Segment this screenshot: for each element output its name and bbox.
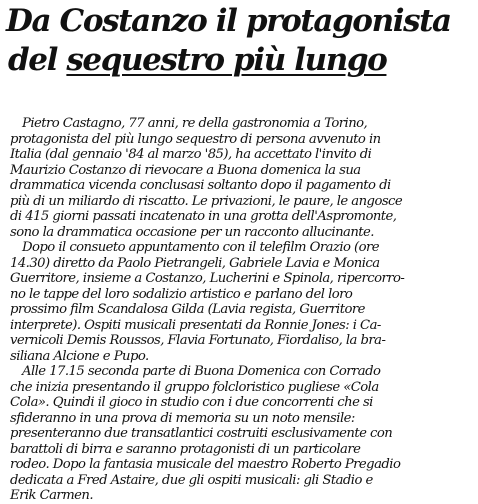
article-body	[10, 116, 472, 504]
text-line: interprete). Ospiti musicali presentati da Ronnie Jones: i Ca-	[10, 317, 381, 333]
text-line: Guerritore, insieme a Costanzo, Lucherini e Spinola, ripercorro-	[10, 271, 405, 286]
paragraph-2	[10, 240, 472, 364]
text-line: sono la drammatica occasione per un racconto allucinante.	[10, 224, 374, 240]
text-line: vernicoli Demis Roussos, Flavia Fortunato, Fiordaliso, la bra-	[10, 333, 386, 348]
text-line: Maurizio Costanzo di rievocare a Buona domenica la sua	[10, 162, 361, 178]
headline-line-1: Da Costanzo il protagonista	[6, 3, 451, 39]
text-line: Dopo il consueto appuntamento con il telefilm Orazio (ore	[22, 240, 380, 255]
text-line: 14.30) diretto da Paolo Pietrangeli, Gabriele Lavia e Monica	[10, 255, 380, 271]
text-line: Cola». Quindi il gioco in studio con i due concorrenti che si	[10, 395, 373, 410]
text-line: Erik Carmen.	[10, 488, 93, 503]
text-line: più di un miliardo di riscatto. Le privazioni, le paure, le angosce	[10, 193, 403, 209]
headline-line-2-underlined: sequestro più lungo	[66, 42, 387, 78]
text-line: barattoli di birra e saranno protagonisti di un particolare	[10, 441, 361, 457]
headline-line-2-prefix: del	[8, 42, 67, 78]
text-line: protagonista del più lungo sequestro di persona avvenuto in	[10, 131, 381, 147]
text-line: rodeo. Dopo la fantasia musicale del maestro Roberto Pregadio	[10, 457, 401, 472]
text-line: presenteranno due transatlantici costruiti esclusivamente con	[10, 426, 393, 441]
text-line: Alle 17.15 seconda parte di Buona Domenica con Corrado	[22, 364, 381, 379]
text-line: no le tappe del loro sodalizio artistico e parlano del loro	[10, 286, 353, 302]
text-line: di 415 giorni passati incatenato in una grotta dell'Aspromonte,	[10, 209, 397, 224]
paragraph-3	[10, 364, 472, 504]
text-line: prossimo film Scandalosa Gilda (Lavia regista, Guerritore	[10, 302, 365, 317]
article-headline	[6, 2, 472, 80]
text-line: sfideranno in una prova di memoria su un noto mensile:	[10, 410, 355, 426]
text-line: che inizia presentando il gruppo folcloristico pugliese «Cola	[10, 379, 379, 395]
text-line: drammatica vicenda conclusasi soltanto dopo il pagamento di	[10, 178, 391, 193]
text-line: Pietro Castagno, 77 anni, re della gastronomia a Torino,	[22, 116, 368, 131]
text-line: siliana Alcione e Pupo.	[10, 348, 149, 364]
paragraph-1	[10, 116, 472, 240]
headline-line-2	[6, 41, 472, 80]
text-line: Italia (dal gennaio '84 al marzo '85), ha accettato l'invito di	[10, 147, 372, 162]
text-line: dedicata a Fred Astaire, due gli ospiti musicali: gli Stadio e	[10, 472, 373, 488]
